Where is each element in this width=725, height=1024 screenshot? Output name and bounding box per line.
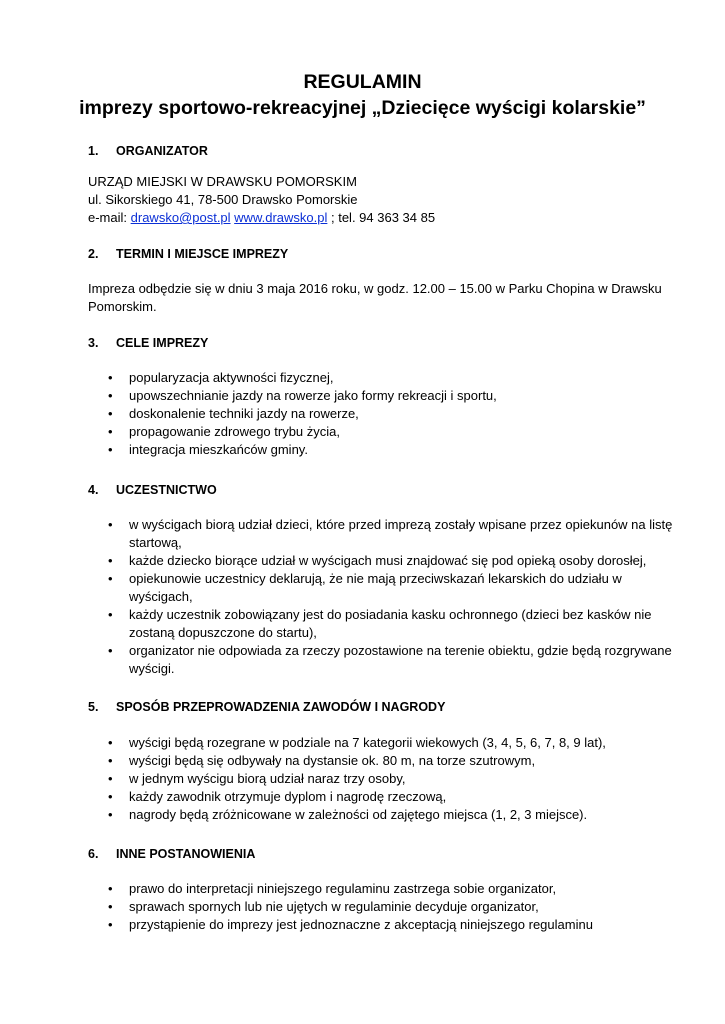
list-item: • w wyścigach biorą udział dzieci, które przed imprezą zostały wpisane przez opiekunów na listę startową, [108, 517, 673, 550]
section-heading-cele [88, 335, 208, 351]
bullet-icon: • [108, 406, 113, 421]
section-number: 5. [88, 700, 99, 714]
bullet-icon: • [108, 789, 113, 804]
section-number: 2. [88, 247, 99, 261]
phone-number: ; tel. 94 363 34 85 [327, 210, 436, 225]
document-title: REGULAMIN [303, 71, 422, 93]
list-item: • każde dziecko biorące udział w wyścigach musi znajdować się pod opieką osoby dorosłej, [108, 553, 647, 568]
organizer-name: URZĄD MIEJSKI W DRAWSKU POMORSKIM [88, 174, 357, 189]
section-heading-inne [88, 846, 255, 862]
bullet-icon: • [108, 771, 113, 786]
list-item: • wyścigi będą się odbywały na dystansie ok. 80 m, na torze szutrowym, [108, 753, 536, 768]
section-title: TERMIN I MIEJSCE IMPREZY [116, 247, 289, 261]
list-item: • prawo do interpretacji niniejszego regulaminu zastrzega sobie organizator, [108, 881, 557, 896]
section-heading-sposob [88, 699, 445, 715]
bullet-icon: • [108, 517, 113, 532]
list-item: • integracja mieszkańców gminy. [108, 442, 308, 457]
section-number: 4. [88, 483, 99, 497]
bullet-icon: • [108, 424, 113, 439]
competition-list [88, 734, 678, 824]
other-provisions-list [88, 880, 678, 934]
list-item: • w jednym wyścigu biorą udział naraz trzy osoby, [108, 771, 406, 786]
section-number: 1. [88, 144, 99, 158]
list-item: • organizator nie odpowiada za rzeczy pozostawione na terenie obiektu, gdzie będą rozgrywane wyścigi. [108, 643, 672, 676]
section-title: SPOSÓB PRZEPROWADZENIA ZAWODÓW I NAGRODY [116, 700, 446, 714]
list-item: • każdy uczestnik zobowiązany jest do posiadania kasku ochronnego (dzieci bez kasków nie zostaną dopuszczone do startu), [108, 607, 652, 640]
bullet-icon: • [108, 917, 113, 932]
section-number: 3. [88, 336, 99, 350]
document-subtitle: imprezy sportowo-rekreacyjnej „Dziecięce wyścigi kolarskie” [79, 97, 646, 119]
list-item: • każdy zawodnik otrzymuje dyplom i nagrodę rzeczową, [108, 789, 447, 804]
section-title: CELE IMPREZY [116, 336, 209, 350]
event-date-place: Impreza odbędzie się w dniu 3 maja 2016 roku, w godz. 12.00 – 15.00 w Parku Chopina w Drawsku Pomorskim. [88, 281, 662, 314]
section-heading-organizator [88, 143, 208, 159]
organizer-address: ul. Sikorskiego 41, 78-500 Drawsko Pomorskie [88, 192, 358, 207]
bullet-icon: • [108, 442, 113, 457]
list-item: • doskonalenie techniki jazdy na rowerze, [108, 406, 359, 421]
bullet-icon: • [108, 607, 113, 622]
section-heading-termin [88, 246, 288, 262]
section-number: 6. [88, 847, 99, 861]
list-item: • sprawach spornych lub nie ujętych w regulaminie decyduje organizator, [108, 899, 539, 914]
bullet-icon: • [108, 753, 113, 768]
section-heading-uczestnictwo [88, 482, 217, 498]
list-item: • wyścigi będą rozegrane w podziale na 7 kategorii wiekowych (3, 4, 5, 6, 7, 8, 9 lat), [108, 735, 606, 750]
section-title: UCZESTNICTWO [116, 483, 217, 497]
website-link[interactable]: www.drawsko.pl [234, 210, 328, 225]
section-title: ORGANIZATOR [116, 144, 208, 158]
bullet-icon: • [108, 571, 113, 586]
goals-list [88, 369, 678, 459]
section-title: INNE POSTANOWIENIA [116, 847, 256, 861]
bullet-icon: • [108, 553, 113, 568]
list-item: • przystąpienie do imprezy jest jednoznaczne z akceptacją niniejszego regulaminu [108, 917, 593, 932]
bullet-icon: • [108, 370, 113, 385]
bullet-icon: • [108, 881, 113, 896]
bullet-icon: • [108, 807, 113, 822]
email-link[interactable]: drawsko@post.pl [130, 210, 231, 225]
organizer-contact [88, 209, 678, 227]
list-item: • propagowanie zdrowego trybu życia, [108, 424, 341, 439]
list-item: • opiekunowie uczestnicy deklarują, że nie mają przeciwskazań lekarskich do udziału w wyścigach, [108, 571, 622, 604]
bullet-icon: • [108, 899, 113, 914]
list-item: • popularyzacja aktywności fizycznej, [108, 370, 334, 385]
bullet-icon: • [108, 643, 113, 658]
list-item: • nagrody będą zróżnicowane w zależności od zajętego miejsca (1, 2, 3 miejsce). [108, 807, 588, 822]
participation-list [88, 516, 678, 678]
bullet-icon: • [108, 735, 113, 750]
email-label: e-mail: [88, 210, 128, 225]
list-item: • upowszechnianie jazdy na rowerze jako formy rekreacji i sportu, [108, 388, 497, 403]
bullet-icon: • [108, 388, 113, 403]
